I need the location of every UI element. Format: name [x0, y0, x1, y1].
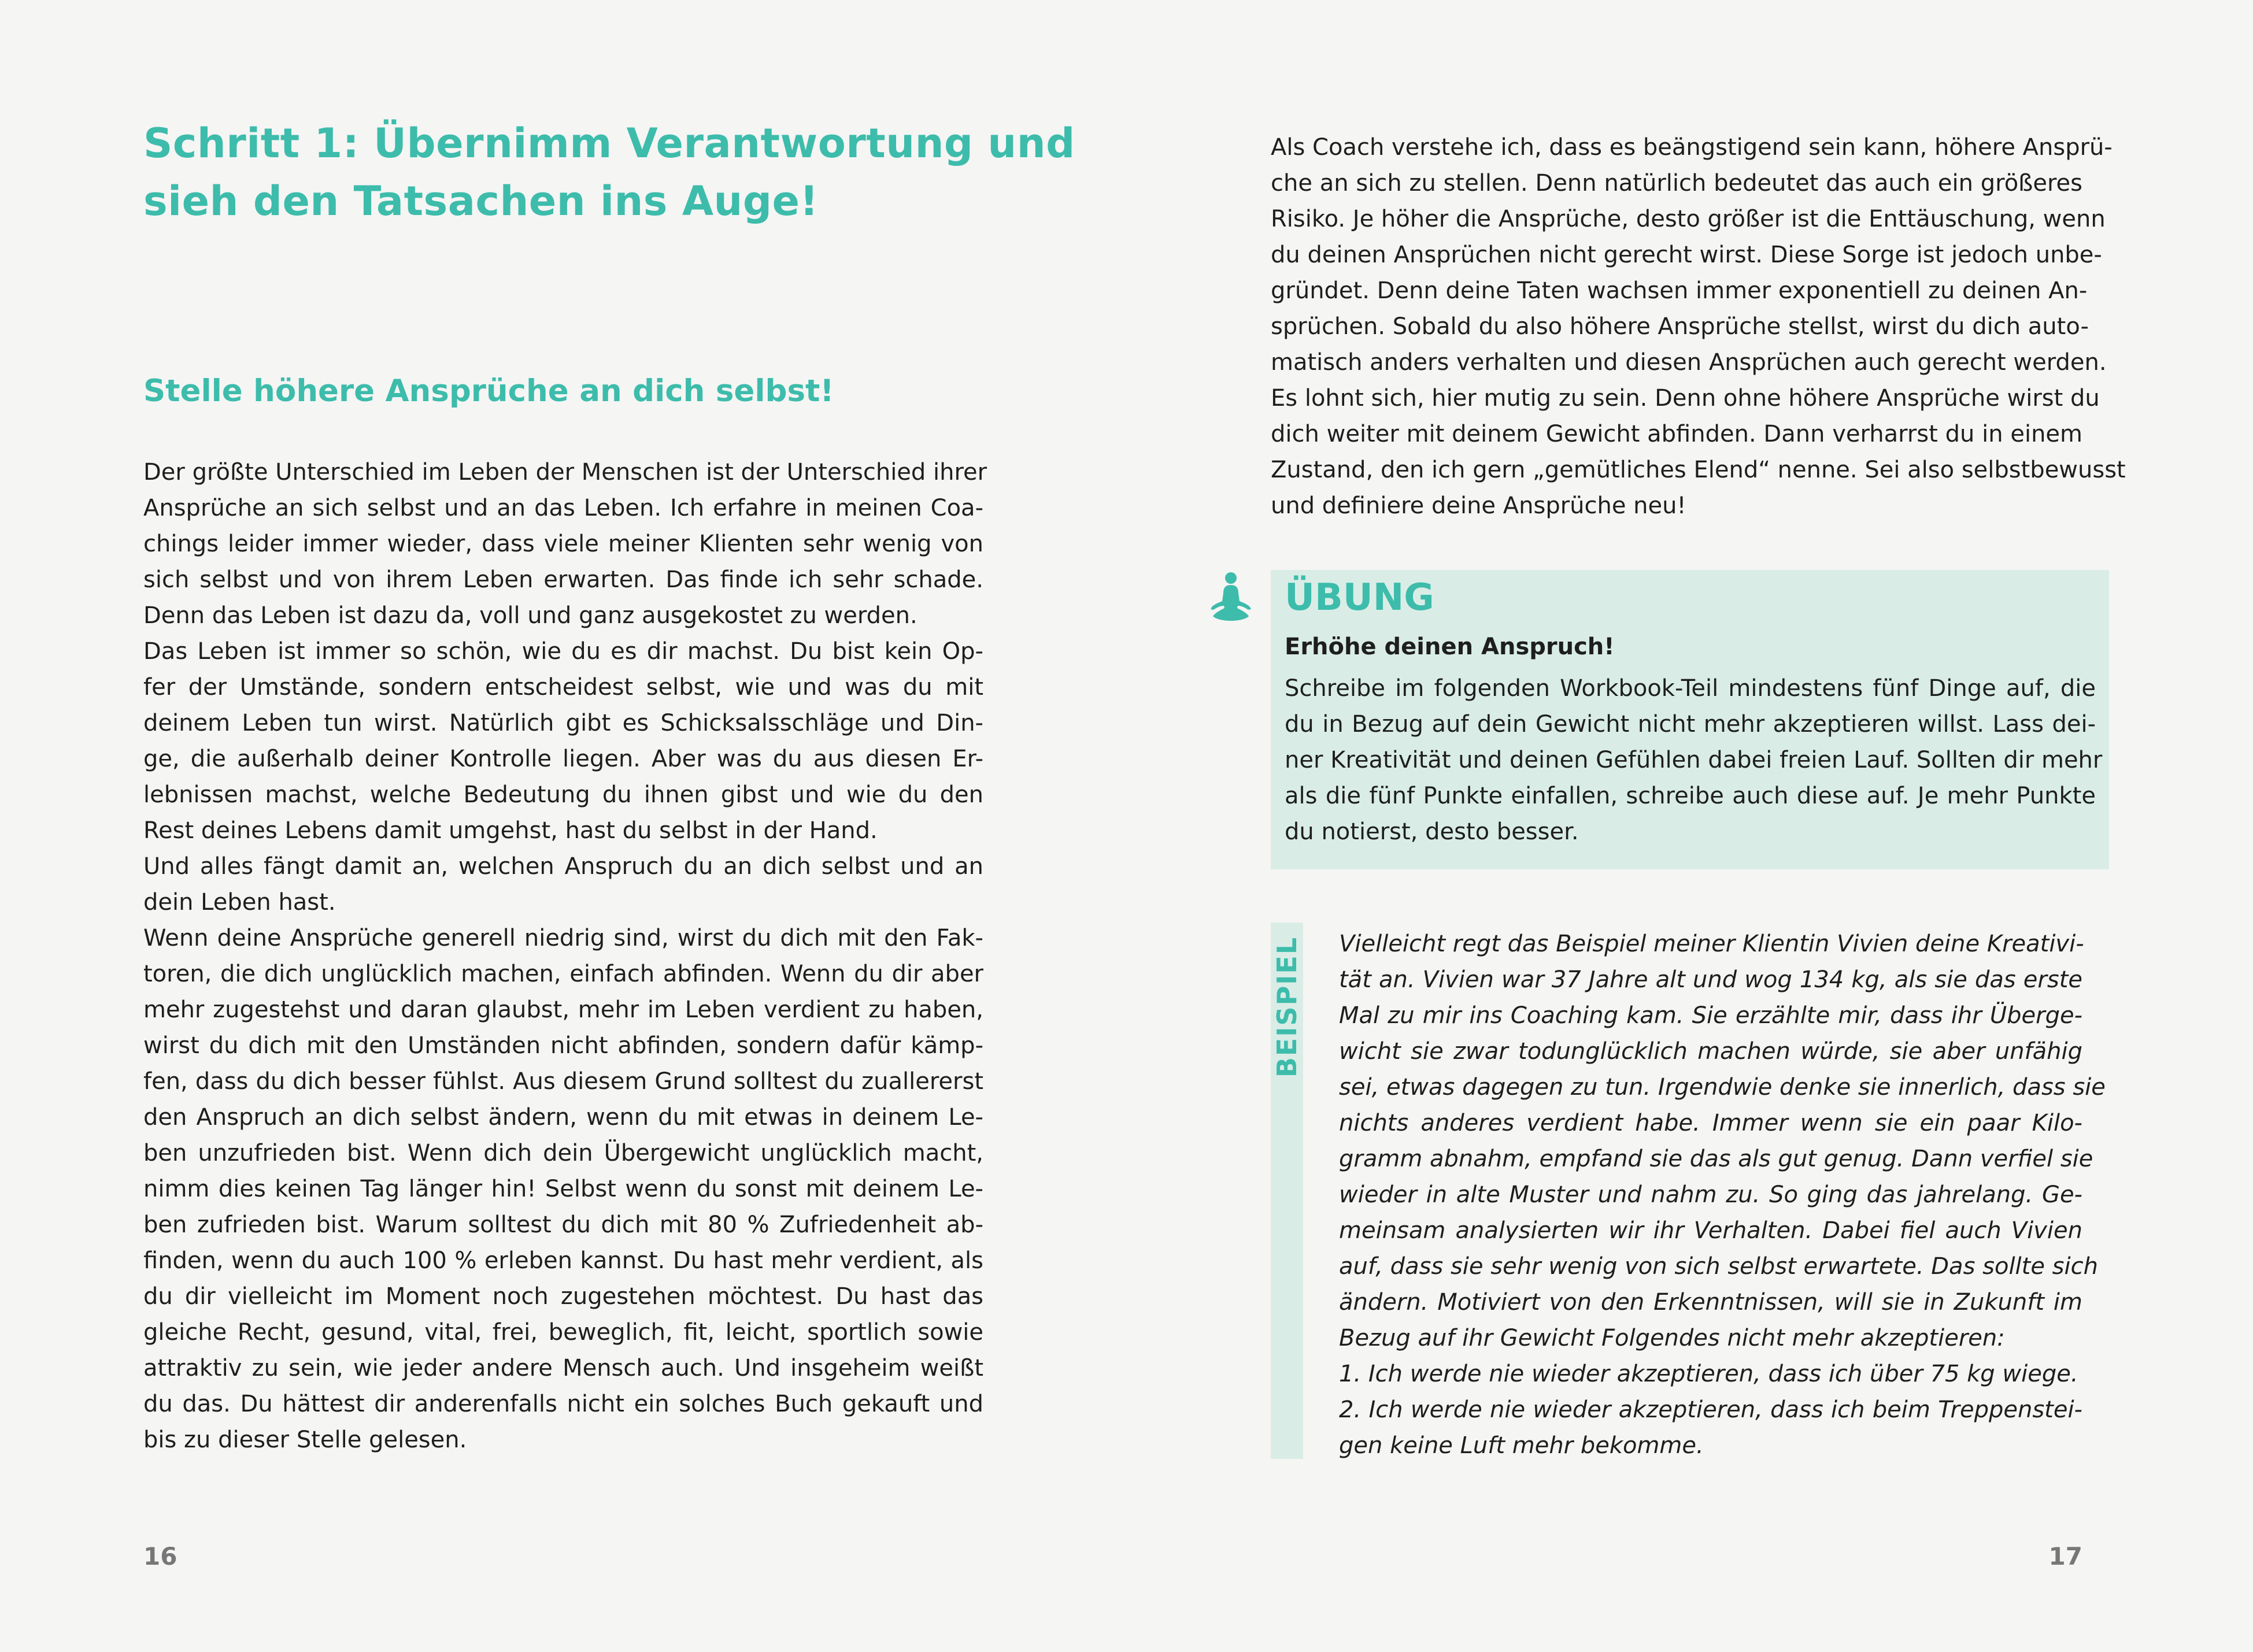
body-line: und definiere deine Ansprüche neu! — [1271, 492, 1686, 519]
left-page — [0, 0, 1126, 1652]
chapter-title-line: sieh den Tatsachen ins Auge! — [143, 177, 819, 225]
example-line: tät an. Vivien war 37 Jahre alt und wog 134 kg, als sie das erste — [1339, 966, 2082, 993]
body-line: lebnissen machst, welche Bedeutung du ihnen gibst und wie du den — [143, 781, 983, 808]
exercise-line: du in Bezug auf dein Gewicht nicht mehr akzeptieren willst. Lass dei- — [1285, 711, 2096, 738]
body-line: toren, die dich unglücklich machen, einfach abfinden. Wenn du dir aber — [143, 961, 983, 987]
right-page: Als Coach verstehe ich, dass es beängstigend sein kann, höhere Ansprü- che an sich zu stellen. Denn natürlich bedeutet das auch ein größeres Risiko. Je höher die Ansprüche, desto größer ist die Enttäuschung, wenn du deinen Ansprüchen nicht gerecht wirst. Diese Sorge ist jedoch unbe- gründet. Denn deine Taten wachsen immer exponentiell zu deinen An- sprüchen. Sobald du also höhere Ansprüche stellst, wirst du dich auto- matisch anders verhalten und diesen Ansprüchen auch gerecht werden. Es lohnt sich, hier mutig zu sein. Denn ohne höhere Ansprüche wirst du dich weiter mit deinem Gewicht abfinden. Dann verharrst du in einem Zustand, den ich gern „gemütliches Elend“ nenne. Sei also selbstbewusst und definiere deine Ansprüche neu! ÜBUNG Erhöhe deinen Anspruch! Schreibe im folgenden Workbook-Teil mindestens fünf Dinge auf, die du in Bezug auf dein Gewicht nicht mehr akzeptieren willst. Lass dei- ner Kreativität und deinen Gefühlen dabei freien Lauf. Sollten dir mehr als die fünf Punkte einfallen, schreibe auch diese auf. Je mehr Punkte du notierst, desto besser. BEISPIEL Vielleicht regt das Beispiel meiner Klientin Vivien deine Kreativi- tät an. Vivien war 37 Jahre alt und wog 134 kg, als sie das erste Mal zu mir ins Coaching kam. Sie erzählte mir, dass ihr Überge- wicht sie zwar todunglücklich machen würde, sie aber unfähig sei, etwas dagegen zu tun. Irgendwie denke sie innerlich, dass sie nichts anderes verdient habe. Immer wenn sie ein paar Kilo- gramm abnahm, empfand sie das als gut genug. Dann verfiel sie wieder in alte Muster und nahm zu. So ging das jahrelang. Ge- meinsam analysierten wir ihr Verhalten. Dabei fiel auch Vivien auf, dass sie sehr wenig von sich selbst erwartete. Das sollte sich ändern. Motiviert von den Erkenntnissen, will sie in Zukunft im Bezug auf ihr Gewicht Folgendes nicht mehr akzeptieren: 1. Ich werde nie wieder akzeptieren, dass ich über 75 kg wiege. 2. Ich werde nie wieder akzeptieren, dass ich beim Treppenstei- gen keine Luft mehr bekomme. 17 — [1126, 0, 2253, 1652]
exercise-title: ÜBUNG — [1285, 576, 1434, 619]
example-line: nichts anderes verdient habe. Immer wenn sie ein paar Kilo- — [1339, 1110, 2082, 1136]
example-label: BEISPIEL — [1271, 936, 1303, 1078]
body-line: mehr zugestehst und daran glaubst, mehr im Leben verdient zu haben, — [143, 997, 983, 1023]
body-line: Risiko. Je höher die Ansprüche, desto größer ist die Enttäuschung, wenn — [1271, 206, 2106, 232]
exercise-line: als die fünf Punkte einfallen, schreibe auch diese auf. Je mehr Punkte — [1285, 783, 2096, 809]
body-line: Der größte Unterschied im Leben der Menschen ist der Unterschied ihrer — [143, 459, 987, 486]
body-line: du dir vielleicht im Moment noch zugestehen möchtest. Du hast das — [143, 1283, 983, 1310]
body-line: fen, dass du dich besser fühlst. Aus diesem Grund solltest du zuallererst — [143, 1068, 983, 1095]
exercise-subtitle: Erhöhe deinen Anspruch! — [1285, 634, 1615, 660]
body-line: sprüchen. Sobald du also höhere Ansprüche stellst, wirst du dich auto- — [1271, 313, 2089, 340]
exercise-line: ner Kreativität und deinen Gefühlen dabei freien Lauf. Sollten dir mehr — [1285, 747, 2103, 773]
example-line: Vielleicht regt das Beispiel meiner Klientin Vivien deine Kreativi- — [1339, 931, 2084, 957]
body-line: gründet. Denn deine Taten wachsen immer exponentiell zu deinen An- — [1271, 277, 2088, 304]
body-line: du das. Du hättest dir anderenfalls nicht ein solches Buch gekauft und — [143, 1391, 983, 1417]
example-line: 1. Ich werde nie wieder akzeptieren, dass ich über 75 kg wiege. — [1339, 1361, 2078, 1387]
body-line: chings leider immer wieder, dass viele meiner Klienten sehr wenig von — [143, 531, 983, 557]
body-line: Denn das Leben ist dazu da, voll und ganz ausgekostet zu werden. — [143, 602, 918, 629]
body-line: Wenn deine Ansprüche generell niedrig sind, wirst du dich mit den Fak- — [143, 925, 983, 951]
chapter-title-line: Schritt 1: Übernimm Verantwortung und — [143, 120, 1075, 167]
body-line: attraktiv zu sein, wie jeder andere Mensch auch. Und insgeheim weißt — [143, 1355, 983, 1381]
example-line: gen keine Luft mehr bekomme. — [1339, 1432, 1704, 1459]
example-line: Mal zu mir ins Coaching kam. Sie erzählte mir, dass ihr Überge- — [1339, 1002, 2082, 1029]
body-line: deinem Leben tun wirst. Natürlich gibt es Schicksalsschläge und Din- — [143, 710, 983, 736]
example-line: meinsam analysierten wir ihr Verhalten. Dabei fiel auch Vivien — [1339, 1217, 2082, 1244]
page-number: 16 — [143, 1542, 177, 1570]
body-line: dich weiter mit deinem Gewicht abfinden. Dann verharrst du in einem — [1271, 421, 2082, 447]
section-title: Stelle höhere Ansprüche an dich selbst! — [143, 373, 834, 409]
example-line: wicht sie zwar todunglücklich machen würde, sie aber unfähig — [1339, 1038, 2082, 1065]
body-line: Zustand, den ich gern „gemütliches Elend“ nenne. Sei also selbstbewusst — [1271, 457, 2126, 483]
body-line: Rest deines Lebens damit umgehst, hast du selbst in der Hand. — [143, 817, 878, 844]
body-line: ben zufrieden bist. Warum solltest du dich mit 80 % Zufriedenheit ab- — [143, 1212, 983, 1238]
body-line: Als Coach verstehe ich, dass es beängstigend sein kann, höhere Ansprü- — [1271, 134, 2113, 161]
body-line: ben unzufrieden bist. Wenn dich dein Übergewicht unglücklich macht, — [143, 1140, 983, 1166]
example-line: Bezug auf ihr Gewicht Folgendes nicht mehr akzeptieren: — [1339, 1325, 2005, 1351]
body-line: ge, die außerhalb deiner Kontrolle liegen. Aber was du aus diesen Er- — [143, 746, 983, 772]
example-line: gramm abnahm, empfand sie das als gut genug. Dann verfiel sie — [1339, 1146, 2093, 1172]
body-line: gleiche Recht, gesund, vital, frei, beweglich, fit, leicht, sportlich sowie — [143, 1319, 983, 1346]
body-line: finden, wenn du auch 100 % erleben kannst. Du hast mehr verdient, als — [143, 1247, 983, 1274]
body-line: Das Leben ist immer so schön, wie du es dir machst. Du bist kein Op- — [143, 638, 983, 665]
body-line: wirst du dich mit den Umständen nicht abfinden, sondern dafür kämp- — [143, 1032, 983, 1059]
body-line: Es lohnt sich, hier mutig zu sein. Denn ohne höhere Ansprüche wirst du — [1271, 385, 2100, 412]
example-line: 2. Ich werde nie wieder akzeptieren, dass ich beim Treppenstei- — [1339, 1397, 2082, 1423]
body-line: du deinen Ansprüchen nicht gerecht wirst. Diese Sorge ist jedoch unbe- — [1271, 242, 2102, 268]
body-line: matisch anders verhalten und diesen Ansprüchen auch gerecht werden. — [1271, 349, 2107, 376]
body-line: dein Leben hast. — [143, 889, 336, 916]
body-line: Ansprüche an sich selbst und an das Leben. Ich erfahre in meinen Coa- — [143, 495, 983, 521]
body-line: nimm dies keinen Tag länger hin! Selbst wenn du sonst mit deinem Le- — [143, 1176, 983, 1202]
example-line: auf, dass sie sehr wenig von sich selbst erwartete. Das sollte sich — [1339, 1253, 2098, 1280]
chapter-title — [143, 114, 1075, 230]
body-line: sich selbst und von ihrem Leben erwarten. Das finde ich sehr schade. — [143, 566, 983, 593]
exercise-line: Schreibe im folgenden Workbook-Teil mindestens fünf Dinge auf, die — [1285, 675, 2096, 702]
meditation-icon — [1207, 571, 1255, 624]
body-line: den Anspruch an dich selbst ändern, wenn du mit etwas in deinem Le- — [143, 1104, 983, 1131]
example-line: sei, etwas dagegen zu tun. Irgendwie denke sie innerlich, dass sie — [1339, 1074, 2106, 1101]
exercise-line: du notierst, desto besser. — [1285, 818, 1579, 845]
body-line: che an sich zu stellen. Denn natürlich bedeutet das auch ein größeres — [1271, 170, 2082, 197]
example-line: ändern. Motiviert von den Erkenntnissen, will sie in Zukunft im — [1339, 1289, 2082, 1316]
body-line: fer der Umstände, sondern entscheidest selbst, wie und was du mit — [143, 674, 983, 701]
example-line: wieder in alte Muster und nahm zu. So ging das jahrelang. Ge- — [1339, 1181, 2082, 1208]
body-line: bis zu dieser Stelle gelesen. — [143, 1427, 467, 1453]
body-line: Und alles fängt damit an, welchen Anspruch du an dich selbst und an — [143, 853, 983, 880]
